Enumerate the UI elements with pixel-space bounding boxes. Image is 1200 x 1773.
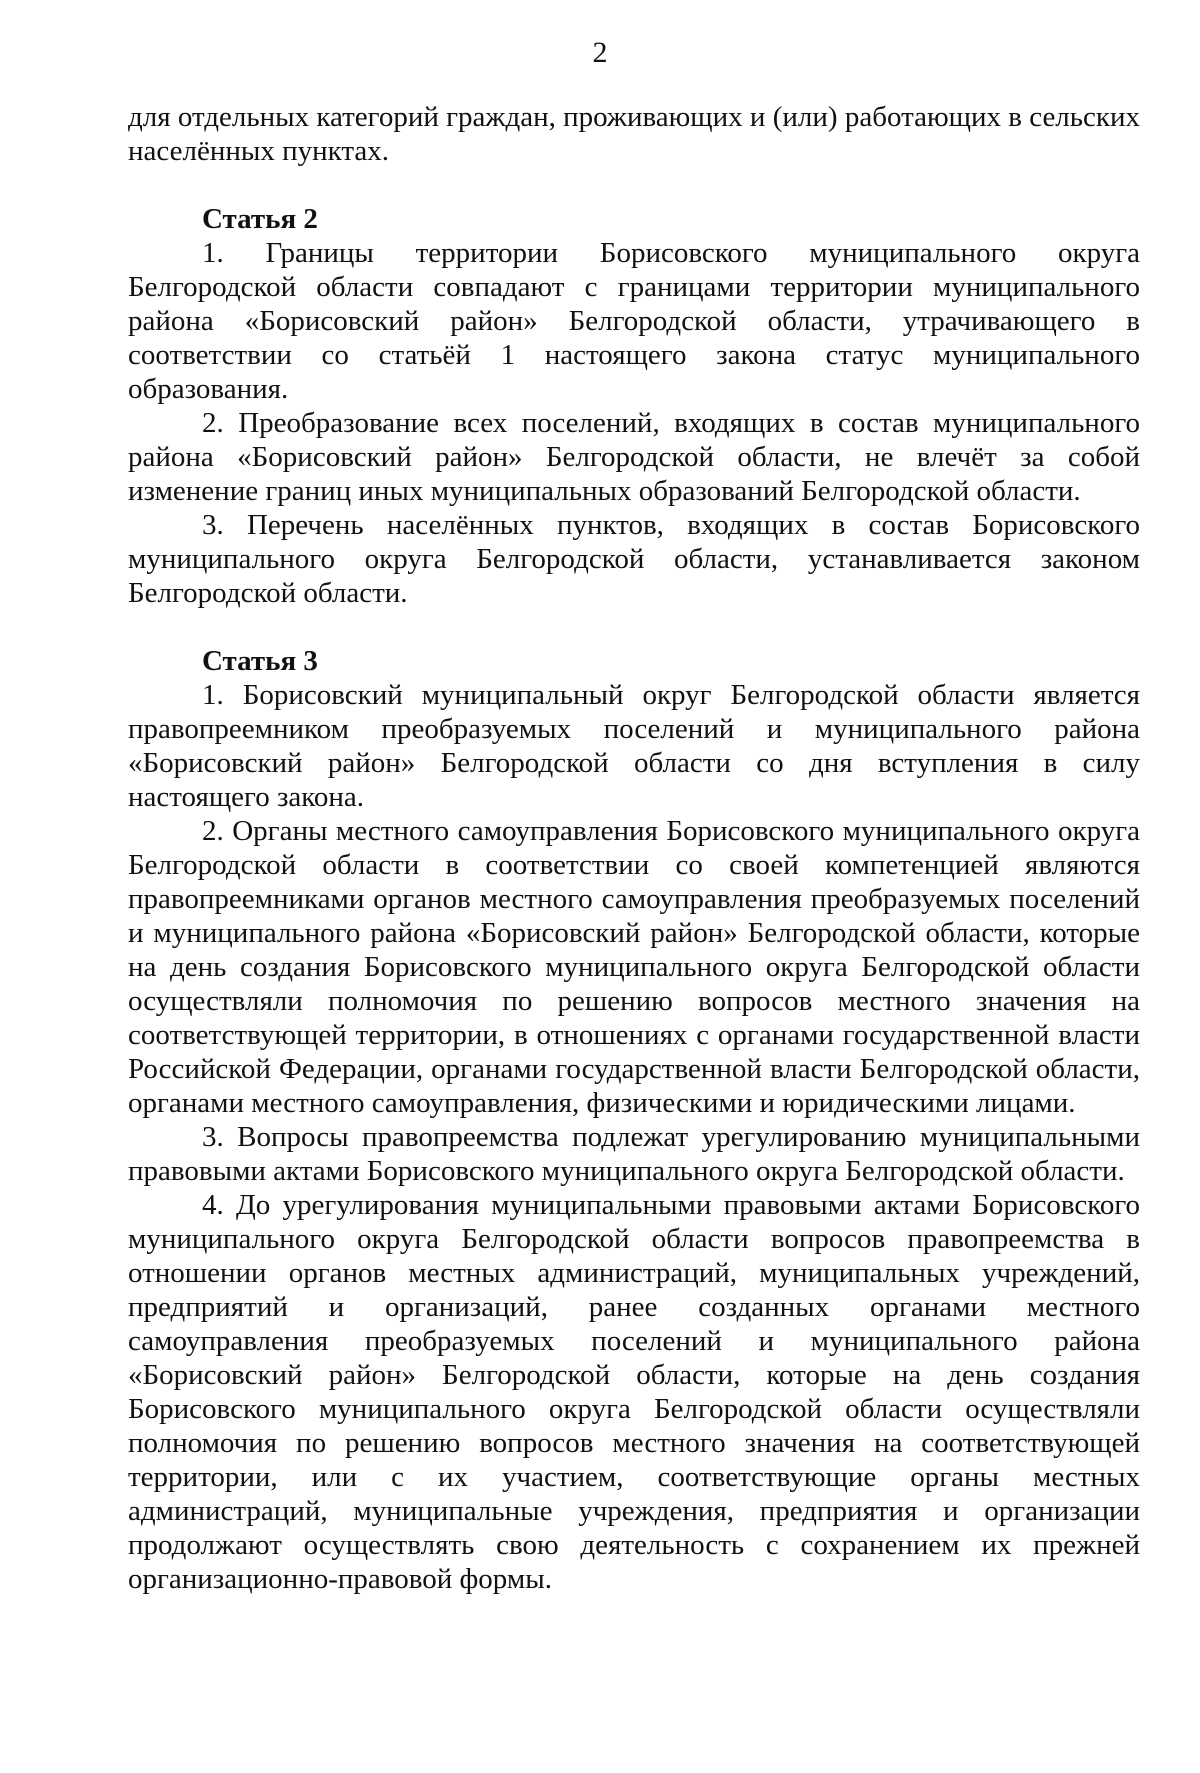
article-paragraph: 1. Границы территории Борисовского муниципального округа Белгородской области совпадают с границами территории муниципального района «Борисовский район» Белгородской области, утрачивающего в соответствии со статьёй 1 настоящего закона статус муниципального образования. (128, 237, 1140, 405)
article-paragraph: 4. До урегулирования муниципальными правовыми актами Борисовского муниципального округа Белгородской области вопросов правопреемства в отношении органов местных администраций, муниципальных учреждений, предприятий и организаций, ранее созданных органами местного самоуправления преобразуемых поселений и муниципального района «Борисовский район» Белгородской области, которые на день создания Борисовского муниципального округа Белгородской области осуществляли полномочия по решению вопросов местного значения на соответствующей территории, или с их участием, соответствующие органы местных администраций, муниципальные учреждения, предприятия и организации продолжают осуществлять свою деятельность с сохранением их прежней организационно-правовой формы. (128, 1189, 1140, 1595)
article-title: Статья 3 (202, 645, 318, 677)
article-3 (128, 644, 1140, 1596)
document-body (128, 100, 1140, 1596)
article-title: Статья 2 (202, 203, 318, 235)
article-paragraph: 2. Органы местного самоуправления Борисовского муниципального округа Белгородской области в соответствии со своей компетенцией являются правопреемниками органов местного самоуправления преобразуемых поселений и муниципального района «Борисовский район» Белгородской области, которые на день создания Борисовского муниципального округа Белгородской области осуществляли полномочия по решению вопросов местного значения на соответствующей территории, в отношениях с органами государственной власти Российской Федерации, органами государственной власти Белгородской области, органами местного самоуправления, физическими и юридическими лицами. (128, 815, 1140, 1119)
article-paragraph: 3. Перечень населённых пунктов, входящих в состав Борисовского муниципального округа Белгородской области, устанавливается законом Белгородской области. (128, 509, 1140, 609)
article-paragraph: 2. Преобразование всех поселений, входящих в состав муниципального района «Борисовский район» Белгородской области, не влечёт за собой изменение границ иных муниципальных образований Белгородской области. (128, 407, 1140, 507)
intro-paragraph: для отдельных категорий граждан, проживающих и (или) работающих в сельских населённых пунктах. (128, 101, 1140, 167)
article-paragraph: 3. Вопросы правопреемства подлежат урегулированию муниципальными правовыми актами Борисовского муниципального округа Белгородской области. (128, 1121, 1140, 1187)
article-2 (128, 202, 1140, 610)
page-number: 2 (592, 36, 608, 69)
article-paragraph: 1. Борисовский муниципальный округ Белгородской области является правопреемником преобразуемых поселений и муниципального района «Борисовский район» Белгородской области со дня вступления в силу настоящего закона. (128, 679, 1140, 813)
